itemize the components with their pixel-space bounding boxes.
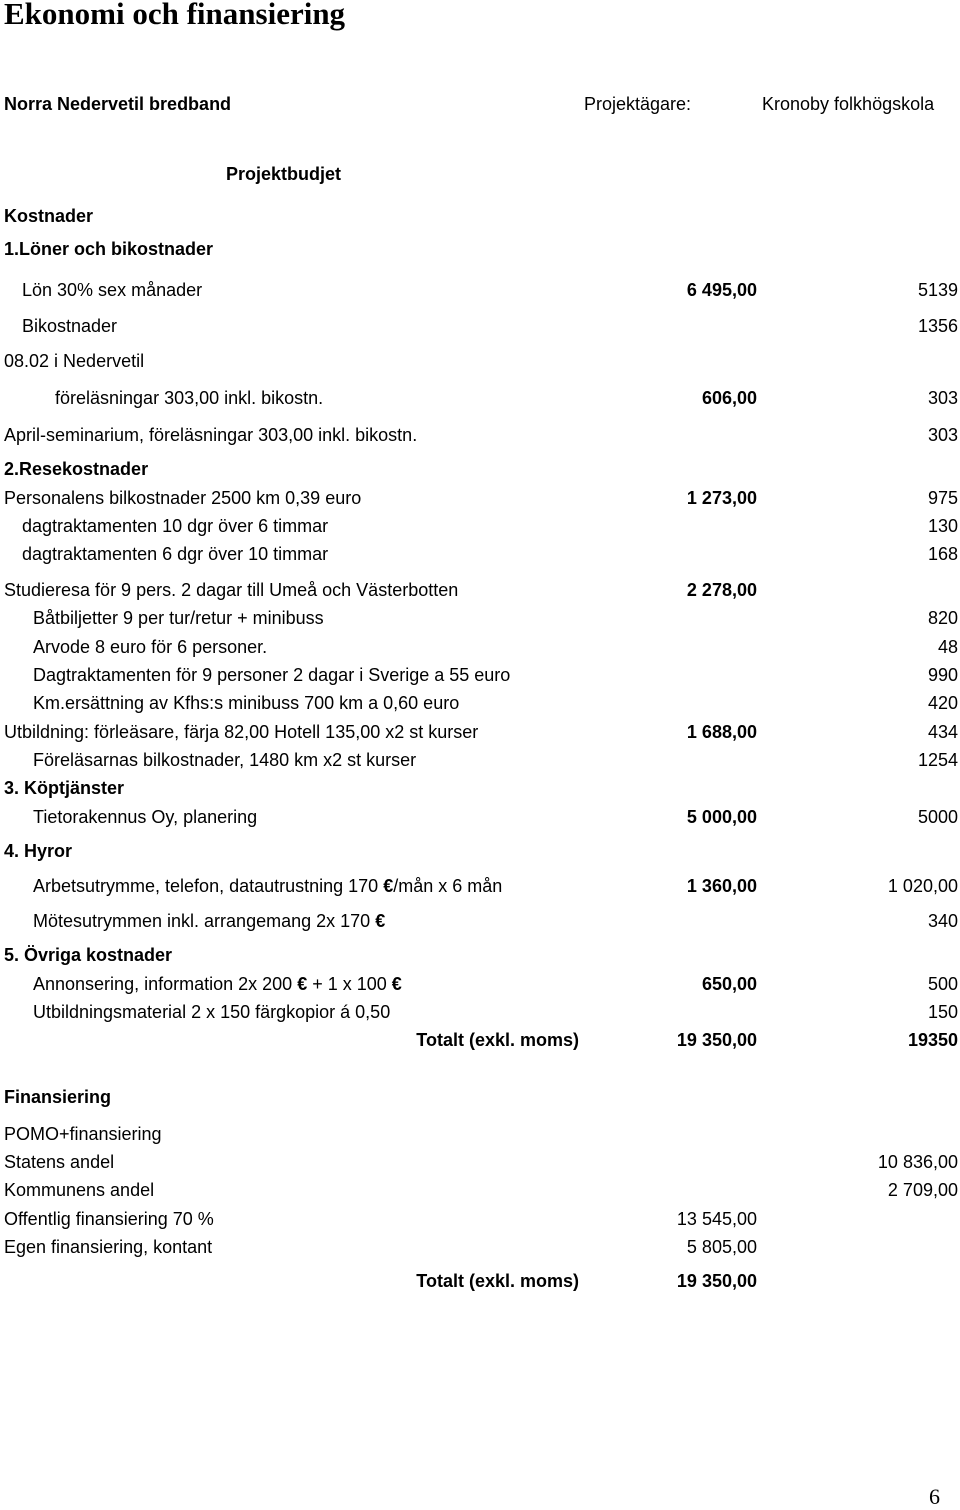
row-budget: 1 273,00	[686, 488, 757, 508]
row-label-text: Mötesutrymmen inkl. arrangemang 2x 170	[33, 911, 371, 931]
row-actual: 48	[937, 637, 958, 657]
row-label-text: Annonsering, information 2x 200	[33, 974, 293, 994]
financing-label: Egen finansiering, kontant	[4, 1237, 213, 1257]
section-heading-1: 1.Löner och bikostnader	[4, 239, 214, 259]
financing-value: 10 836,00	[877, 1152, 958, 1172]
row-actual: 5139	[917, 280, 958, 300]
project-name: Norra Nedervetil bredband	[4, 94, 232, 114]
section-heading-5: 5. Övriga kostnader	[4, 945, 173, 965]
row-actual: 420	[927, 693, 958, 713]
row-budget: 1 688,00	[686, 722, 757, 742]
financing-value: 5 805,00	[686, 1237, 757, 1257]
financing-label: Statens andel	[4, 1152, 115, 1172]
costs-heading: Kostnader	[4, 206, 94, 226]
row-label: dagtraktamenten 10 dgr över 6 timmar	[22, 516, 329, 536]
financing-value: 13 545,00	[676, 1209, 757, 1229]
row-actual: 1356	[917, 316, 958, 336]
owner-value: Kronoby folkhögskola	[762, 94, 935, 114]
financing-total-value: 19 350,00	[676, 1271, 757, 1291]
euro-icon: €	[297, 974, 308, 994]
row-label: Personalens bilkostnader 2500 km 0,39 euro	[4, 488, 362, 508]
row-label: Tietorakennus Oy, planering	[33, 807, 258, 827]
page-title: Ekonomi och finansiering	[4, 0, 346, 31]
row-label: Utbildningsmaterial 2 x 150 färgkopior á 0,50	[33, 1002, 391, 1022]
row-budget: 5 000,00	[686, 807, 757, 827]
row-actual: 303	[927, 388, 958, 408]
row-label: Arvode 8 euro för 6 personer.	[33, 637, 268, 657]
financing-label: Offentlig finansiering 70 %	[4, 1209, 214, 1229]
row-budget: 6 495,00	[686, 280, 757, 300]
owner-label: Projektägare:	[584, 94, 692, 114]
row-budget: 606,00	[701, 388, 757, 408]
row-label-text: + 1 x 100	[312, 974, 387, 994]
row-actual: 975	[927, 488, 958, 508]
row-label: Utbildning: förleäsare, färja 82,00 Hotell 135,00 x2 st kurser	[4, 722, 479, 742]
financing-heading: Finansiering	[4, 1087, 112, 1107]
row-label-text: Arbetsutrymme, telefon, datautrustning 170	[33, 876, 379, 896]
row-label: Km.ersättning av Kfhs:s minibuss 700 km a 0,60 euro	[33, 693, 460, 713]
row-budget: 650,00	[701, 974, 757, 994]
row-actual: 1 020,00	[887, 876, 958, 896]
row-budget: 1 360,00	[686, 876, 757, 896]
page-number: 6	[929, 1484, 940, 1509]
row-actual: 340	[927, 911, 958, 931]
row-label-arbetsutrymme	[33, 875, 502, 897]
row-actual: 500	[927, 974, 958, 994]
section-heading-4: 4. Hyror	[4, 841, 73, 861]
row-label: dagtraktamenten 6 dgr över 10 timmar	[22, 544, 329, 564]
financing-label: Kommunens andel	[4, 1180, 155, 1200]
row-actual: 168	[927, 544, 958, 564]
row-actual: 820	[927, 608, 958, 628]
row-actual: 5000	[917, 807, 958, 827]
section-heading-2: 2.Resekostnader	[4, 459, 149, 479]
row-budget: 2 278,00	[686, 580, 757, 600]
row-actual: 434	[927, 722, 958, 742]
total-actual: 19350	[907, 1030, 958, 1050]
total-label: Totalt (exkl. moms)	[416, 1030, 579, 1050]
row-label: Bikostnader	[22, 316, 118, 336]
section-heading-3: 3. Köptjänster	[4, 778, 125, 798]
total-budget: 19 350,00	[676, 1030, 757, 1050]
row-actual: 130	[927, 516, 958, 536]
row-actual: 1254	[917, 750, 958, 770]
financing-label: POMO+finansiering	[4, 1124, 162, 1144]
financing-total-label: Totalt (exkl. moms)	[416, 1271, 579, 1291]
row-label: Båtbiljetter 9 per tur/retur + minibuss	[33, 608, 324, 628]
euro-icon: €	[375, 911, 386, 931]
row-label: föreläsningar 303,00 inkl. bikostn.	[55, 388, 324, 408]
row-actual: 990	[927, 665, 958, 685]
financing-value: 2 709,00	[887, 1180, 958, 1200]
row-label: April-seminarium, föreläsningar 303,00 inkl. bikostn.	[4, 425, 418, 445]
row-label: Lön 30% sex månader	[22, 280, 203, 300]
row-actual: 303	[927, 425, 958, 445]
euro-icon: €	[391, 974, 402, 994]
euro-icon: €	[383, 876, 394, 896]
budget-heading: Projektbudjet	[226, 164, 342, 184]
row-label: Föreläsarnas bilkostnader, 1480 km x2 st kurser	[33, 750, 417, 770]
row-label: Studieresa för 9 pers. 2 dagar till Umeå och Västerbotten	[4, 580, 459, 600]
row-label: Dagtraktamenten för 9 personer 2 dagar i Sverige a 55 euro	[33, 665, 511, 685]
row-label: 08.02 i Nedervetil	[4, 351, 145, 371]
row-label-annonsering	[33, 973, 402, 995]
row-actual: 150	[927, 1002, 958, 1022]
row-label-motesutrymmen	[33, 910, 385, 932]
row-label-text: /mån x 6 mån	[393, 876, 503, 896]
